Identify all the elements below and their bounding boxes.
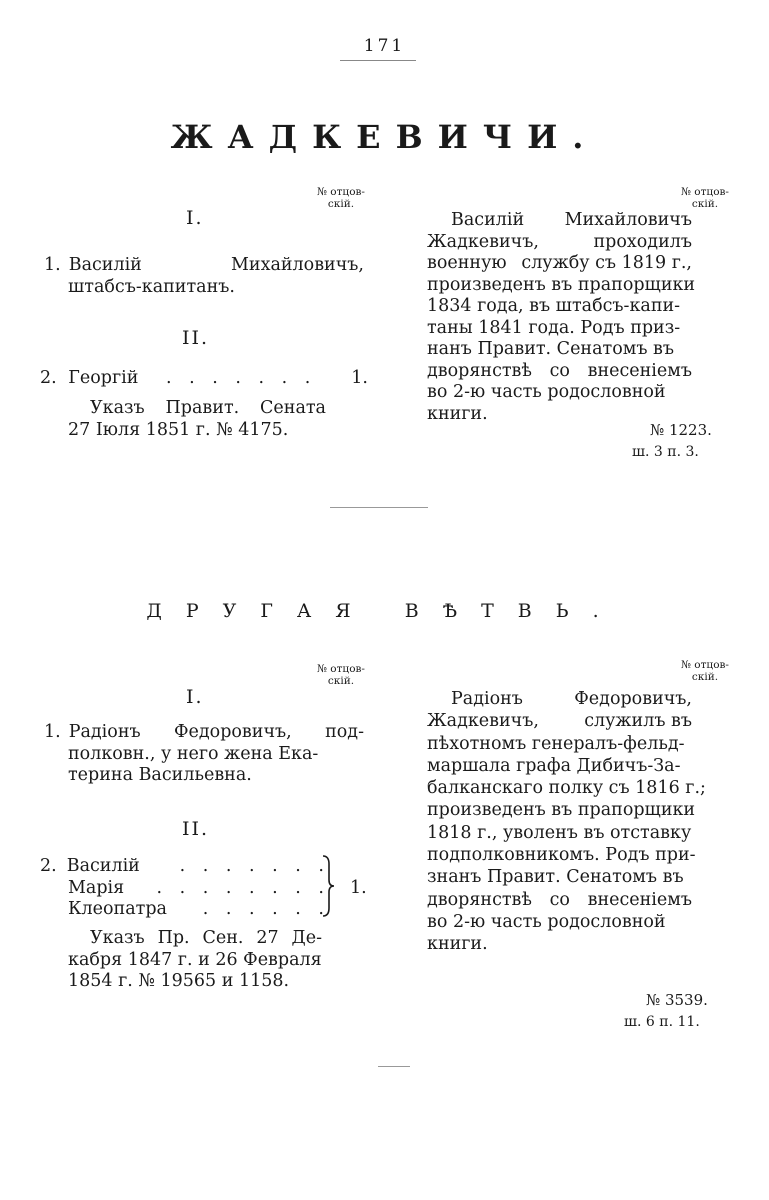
entry-number: 1. <box>44 722 61 742</box>
section-divider <box>330 507 428 508</box>
text-line: во 2-ю часть родословной <box>427 911 666 932</box>
section1-gen2-roman: II. <box>182 327 210 349</box>
text-line: пѣхотномъ генералъ-фельд- <box>427 733 685 754</box>
section1-right-text <box>427 210 696 425</box>
text-line: дворянствѣ со внесеніемъ <box>427 889 692 910</box>
text-line: 1834 года, въ штабсъ-капи- <box>427 296 681 316</box>
section2-decree: Указъ Пр. Сен. 27 Де- кабря 1847 г. и 26 Февраля 1854 г. № 19565 и 1158. <box>68 928 322 991</box>
text-line: балканскаго полку съ 1816 г.; <box>427 778 706 799</box>
section2-gen2-entries <box>40 856 330 921</box>
section2-gen2-roman: II. <box>182 818 210 840</box>
text-line: книги. <box>427 403 488 424</box>
section2-gen1-roman: I. <box>186 686 204 708</box>
section2-gen1-entry: 1. Радіонъ Федоровичъ, под- полковн., у него жена Ека- терина Васильевна. <box>44 722 364 785</box>
text-line: книги. <box>427 934 488 955</box>
text-line: Василій Михайловичъ <box>451 210 692 230</box>
page-number-rule <box>340 60 416 61</box>
section1-gen1-roman: I. <box>186 207 204 229</box>
section2-ref-number: № 3539. <box>646 991 708 1009</box>
brace-icon <box>320 854 336 918</box>
section1-right-col-header: № отцов- скій. <box>681 186 729 210</box>
text-line: Жадкевичъ, проходилъ <box>427 231 692 252</box>
text-line: таны 1841 года. Родъ приз- <box>427 317 681 338</box>
list-item: Клеопатра . . . . . . <box>68 899 330 919</box>
text-line: знанъ Правит. Сенатомъ въ <box>427 867 684 888</box>
section1-ref-number: № 1223. <box>650 421 712 439</box>
entry-number: 1. <box>44 255 61 275</box>
text-line: Жадкевичъ, служилъ въ <box>427 711 692 732</box>
section2-right-col-header: № отцов- скій. <box>681 659 729 683</box>
text-line: дворянствѣ со внесеніемъ <box>427 360 692 381</box>
text-line: военную службу съ 1819 г., <box>427 253 692 273</box>
father-number: 1. <box>350 878 367 898</box>
text-line: подполковникомъ. Родъ при- <box>427 845 696 866</box>
section2-left-col-header: № отцов- скій. <box>317 663 365 687</box>
list-item: 2. Василій . . . . . . . <box>40 856 330 876</box>
section1-ref-location: ш. 3 п. 3. <box>632 444 699 460</box>
list-item: Марія . . . . . . . . <box>68 877 330 898</box>
text-line: 1818 г., уволенъ въ отставку <box>427 822 692 843</box>
section-divider <box>378 1066 410 1067</box>
text-line: нанъ Правит. Сенатомъ въ <box>427 339 675 359</box>
section1-gen2-entry: 2. Георгій . . . . . . . 1. <box>40 368 368 388</box>
section2-right-text <box>427 688 706 956</box>
section2-ref-location: ш. 6 п. 11. <box>624 1014 700 1030</box>
text-line: во 2-ю часть родословной <box>427 382 666 402</box>
section1-decree: Указъ Правит. Сената 27 Іюля 1851 г. № 4175. <box>68 398 326 440</box>
text-line: маршала графа Дибичъ-За- <box>427 755 681 776</box>
entry-number: 2. <box>40 856 57 876</box>
section1-title: ЖАДКЕВИЧИ. <box>170 118 599 156</box>
entry-number: 2. <box>40 368 57 388</box>
page-number: 171 <box>363 36 406 56</box>
section1-gen1-entry: 1. Василій Михайловичъ, штабсъ-капитанъ. <box>44 255 364 297</box>
section2-title: ДРУГАЯ ВѢТВЬ. <box>146 600 623 622</box>
text-line: произведенъ въ прапорщики <box>427 800 696 821</box>
text-line: Радіонъ Федоровичъ, <box>451 689 692 709</box>
father-number: 1. <box>351 368 368 388</box>
text-line: произведенъ въ прапорщики <box>427 274 696 295</box>
section1-left-col-header: № отцов- скій. <box>317 186 365 210</box>
